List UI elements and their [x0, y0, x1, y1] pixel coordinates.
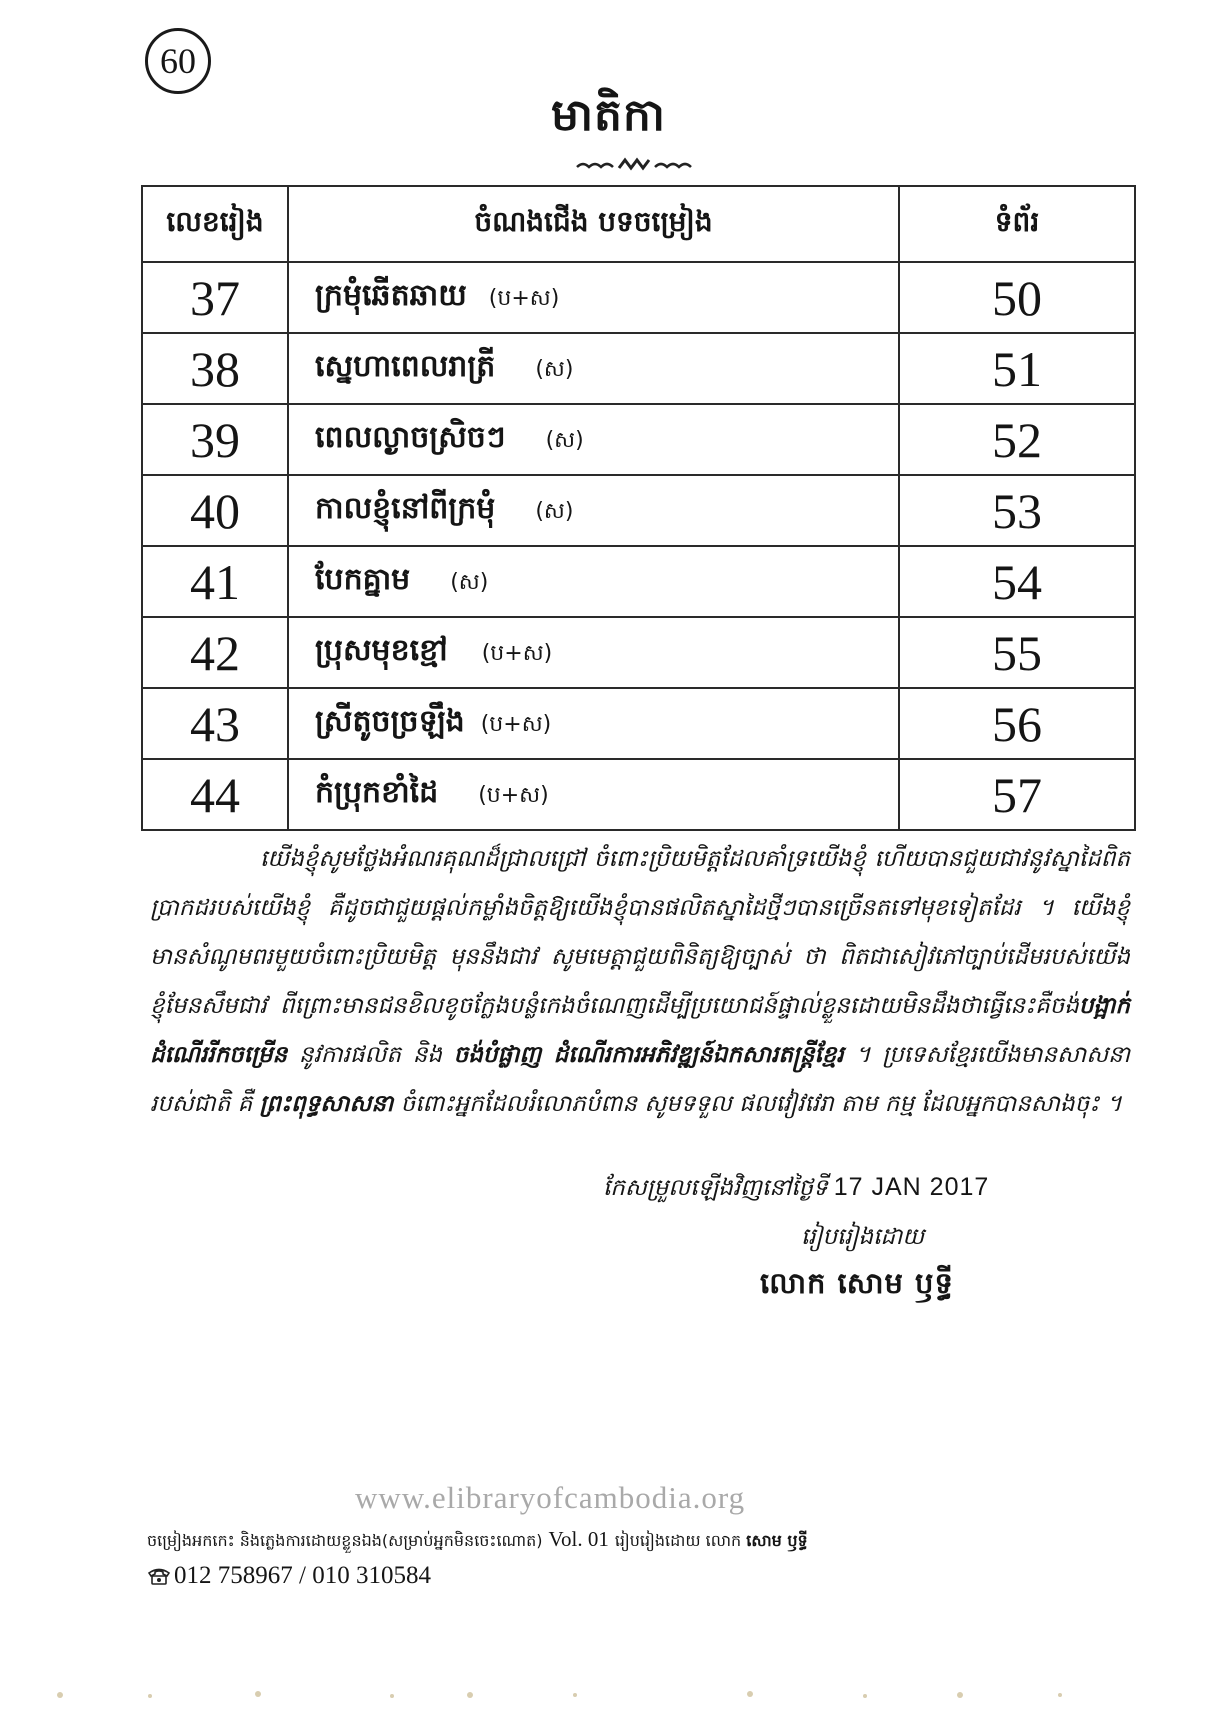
page-ref: 56	[899, 688, 1135, 759]
song-cell	[288, 404, 899, 475]
singer-type: (ស)	[535, 356, 574, 382]
paragraph-emphasis: ព្រះពុទ្ធសាសនា	[259, 1091, 394, 1117]
song-number: 39	[142, 404, 288, 475]
page-ref: 55	[899, 617, 1135, 688]
page-ref: 51	[899, 333, 1135, 404]
revision-label: កែសម្រួលឡើងវិញនៅថ្ងៃទី	[603, 1175, 828, 1201]
singer-type: (ស)	[450, 569, 489, 595]
table-row	[142, 404, 1135, 475]
table-row	[142, 262, 1135, 333]
page-ref: 52	[899, 404, 1135, 475]
singer-type: (ប+ស)	[488, 285, 560, 311]
author-name: លោក សោម ឫទ្ធី	[760, 1266, 954, 1300]
page-number: 60	[145, 28, 211, 94]
song-title: ពេលល្ងាចស្រិចៗ	[315, 419, 506, 455]
singer-type: (ប+ស)	[480, 711, 552, 737]
song-number: 37	[142, 262, 288, 333]
title-ornament	[573, 156, 695, 172]
scan-edge-specks	[0, 1688, 1217, 1702]
singer-type: (ប+ស)	[481, 640, 553, 666]
song-title: កំប្រុកខាំដៃ	[315, 774, 439, 810]
phone-numbers: 012 758967 / 010 310584	[174, 1562, 431, 1589]
song-title: ប្រុសមុខខ្មៅ	[315, 632, 448, 668]
acknowledgement-paragraph	[150, 835, 1130, 1129]
paragraph-text: យើងខ្ញុំសូមថ្លែងអំណរគុណដ៏ជ្រាលជ្រៅ ចំពោះប្រិយមិត្តដែលគាំទ្រយើងខ្ញុំ ហើយបានជួយជាវនូវស្នាដៃពិតប្រាកដរបស់យើងខ្ញុំ គឺដូចជាជួយផ្តល់កម្លាំងចិត្តឱ្យយើងខ្ញុំបានផលិតស្នាដៃថ្មីៗបានច្រើនតទៅមុខទៀតដែរ ។ យើងខ្ញុំមានសំណូមពរមួយចំពោះប្រិយមិត្ត មុននឹងជាវ សូមមេត្តាជួយពិនិត្យឱ្យច្បាស់ ថា ពិតជាសៀវភៅច្បាប់ដើមរបស់យើងខ្ញុំមែនសឹមជាវ ពីព្រោះមានជនខិលខូចក្លែងបន្លំកេងចំណេញដើម្បីប្រយោជន៍ផ្ទាល់ខ្លួនដោយមិនដឹងថាធ្វើនេះគឺចង់	[150, 846, 1130, 1019]
song-title: កាលខ្ញុំនៅពីក្រមុំ	[315, 490, 496, 526]
table-row	[142, 475, 1135, 546]
paragraph-text: នូវការផលិត និង	[287, 1042, 454, 1068]
song-number: 40	[142, 475, 288, 546]
song-number: 41	[142, 546, 288, 617]
footer-compiler-name: សោម ឫទ្ធី	[746, 1531, 808, 1550]
column-header-song-title: ចំណងជើង បទចម្រៀង	[288, 186, 899, 262]
song-title: ស្រីតូចច្រឡឹង	[315, 703, 465, 739]
song-cell	[288, 759, 899, 830]
singer-type: (ប+ស)	[478, 782, 549, 808]
page-ref: 53	[899, 475, 1135, 546]
song-title: បែកគ្នាម	[315, 561, 411, 597]
telephone-icon	[147, 1566, 171, 1586]
paragraph-text: ចំពោះអ្នកដែលរំលោភបំពាន សូមទទួល ផលវៀវវេរា តាម កម្ម ដែលអ្នកបានសាងចុះ ។	[393, 1091, 1122, 1117]
paragraph-emphasis: បង្អាក់ដំណើររីកចម្រើន	[150, 993, 1130, 1068]
table-row	[142, 759, 1135, 830]
song-number: 43	[142, 688, 288, 759]
watermark-url: www.elibraryofcambodia.org	[355, 1480, 746, 1515]
song-cell	[288, 688, 899, 759]
footer-phone	[147, 1562, 431, 1590]
song-cell	[288, 546, 899, 617]
revision-note	[603, 1173, 989, 1207]
song-number: 38	[142, 333, 288, 404]
footer-compiler-label: រៀបរៀងដោយ លោក	[614, 1531, 742, 1550]
song-number: 42	[142, 617, 288, 688]
table-row	[142, 546, 1135, 617]
song-cell	[288, 475, 899, 546]
compiled-by-label: រៀបរៀងដោយ	[801, 1224, 925, 1250]
page-ref: 50	[899, 262, 1135, 333]
footer-series-line	[147, 1527, 808, 1554]
table-row	[142, 688, 1135, 759]
page-ref: 54	[899, 546, 1135, 617]
song-cell	[288, 617, 899, 688]
singer-type: (ស)	[545, 427, 584, 453]
paragraph-text: ។ ប្រទេសខ្មែរយើងមានសាសនារបស់ជាតិ គឺ	[150, 1042, 1130, 1117]
footer-volume: Vol. 01	[548, 1527, 609, 1551]
paragraph-emphasis: ចង់បំផ្លាញ ដំណើរការអភិវឌ្ឍន៍ឯកសារតន្ត្រីខ្មែរ	[453, 1042, 844, 1068]
column-header-page: ទំព័រ	[899, 186, 1135, 262]
song-index-table	[141, 185, 1136, 831]
page-title: មាតិកា	[551, 90, 666, 141]
page-ref: 57	[899, 759, 1135, 830]
column-header-number: លេខរៀង	[142, 186, 288, 262]
song-cell	[288, 333, 899, 404]
song-cell	[288, 262, 899, 333]
table-row	[142, 617, 1135, 688]
footer-series-title: ចម្រៀងអកកេះ និងភ្លេងការដោយខ្លួនឯង(សម្រាប់អ្នកមិនចេះណោត)	[147, 1531, 543, 1550]
song-title: ក្រមុំឆើតឆាយ	[315, 277, 467, 313]
table-header-row	[142, 186, 1135, 262]
song-title: ស្នេហាពេលរាត្រី	[315, 348, 496, 384]
revision-date: 17 JAN 2017	[833, 1173, 990, 1201]
singer-type: (ស)	[535, 498, 574, 524]
song-number: 44	[142, 759, 288, 830]
table-row	[142, 333, 1135, 404]
